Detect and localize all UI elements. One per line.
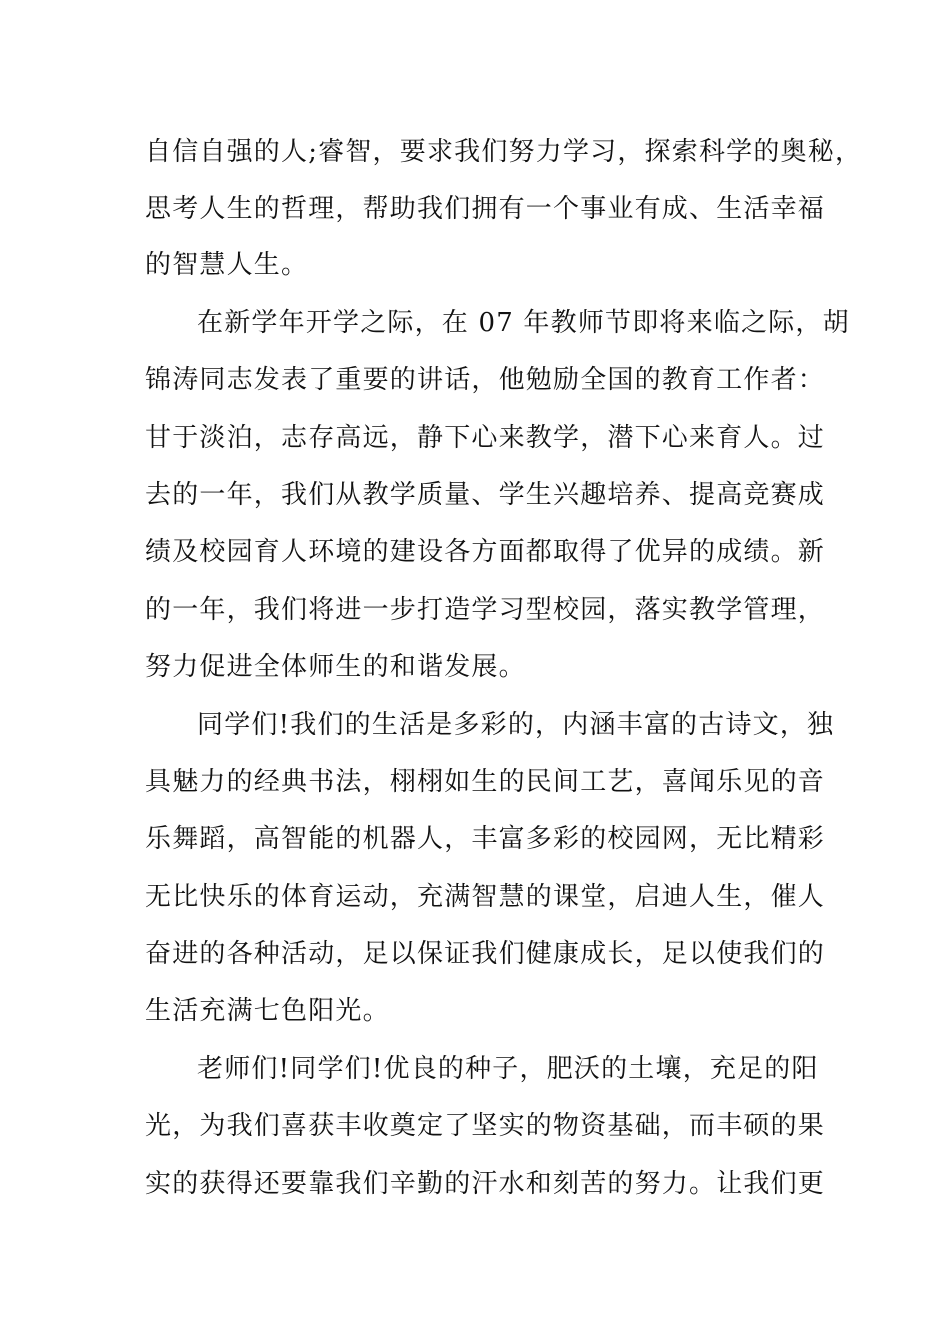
- text-line: 的智慧人生。: [145, 250, 309, 280]
- text-line: 甘于淡泊，志存高远，静下心来教学，潜下心来育人。过: [145, 423, 826, 453]
- text-line: 实的获得还要靠我们辛勤的汗水和刻苦的努力。让我们更: [145, 1169, 826, 1199]
- text-line: 无比快乐的体育运动，充满智慧的课堂，启迪人生，催人: [145, 882, 826, 912]
- text-line: 思考人生的哲理，帮助我们拥有一个事业有成、生活幸福: [145, 194, 826, 224]
- text-line: 努力促进全体师生的和谐发展。: [145, 652, 526, 682]
- text-line: 生活充满七色阳光。: [145, 996, 390, 1026]
- text-line: 自信自强的人;睿智，要求我们努力学习，探索科学的奥秘，: [145, 137, 863, 167]
- paragraph-first-line: 在新学年开学之际，在 07 年教师节即将来临之际，胡: [197, 308, 850, 338]
- text-line: 具魅力的经典书法，栩栩如生的民间工艺，喜闻乐见的音: [145, 767, 826, 797]
- paragraph-first-line: 老师们!同学们!优良的种子，肥沃的土壤，充足的阳: [197, 1054, 819, 1084]
- text-line: 绩及校园育人环境的建设各方面都取得了优异的成绩。新: [145, 537, 826, 567]
- text-line: 锦涛同志发表了重要的讲话，他勉励全国的教育工作者：: [145, 365, 826, 395]
- text-line: 光，为我们喜获丰收奠定了坚实的物资基础，而丰硕的果: [145, 1111, 826, 1141]
- text-line: 奋进的各种活动，足以保证我们健康成长，足以使我们的: [145, 939, 826, 969]
- text-line: 的一年，我们将进一步打造学习型校园，落实教学管理，: [145, 595, 826, 625]
- text-line: 乐舞蹈，高智能的机器人，丰富多彩的校园网，无比精彩: [145, 824, 826, 854]
- text-line: 去的一年，我们从教学质量、学生兴趣培养、提高竞赛成: [145, 480, 826, 510]
- paragraph-first-line: 同学们!我们的生活是多彩的，内涵丰富的古诗文，独: [197, 710, 835, 740]
